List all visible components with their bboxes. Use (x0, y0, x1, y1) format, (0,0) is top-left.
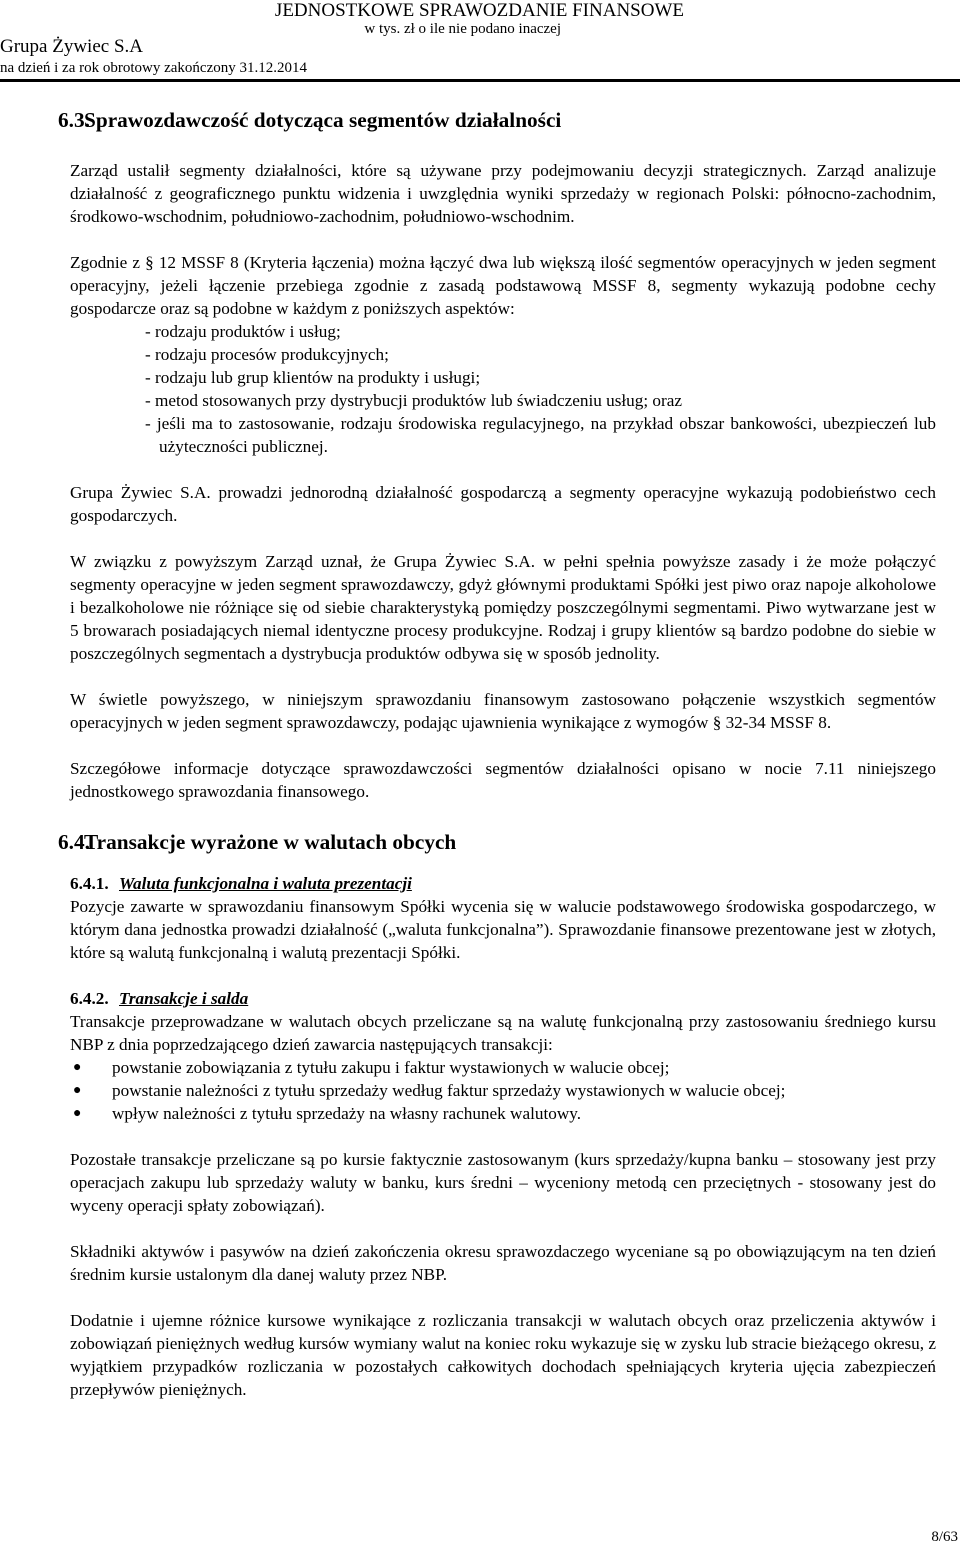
paragraph: Zgodnie z § 12 MSSF 8 (Kryteria łączenia) można łączyć dwa lub większą ilość segmentów operacyjnych w jeden segment operacyjny, jeżeli łączenie przebiega zgodnie z zasadą podstawową MSSF 8, segmenty wykazują podobne cechy gospodarcze oraz są podobne w każdym z poniższych aspektów: (70, 253, 936, 318)
paragraph: Zarząd ustalił segmenty działalności, które są używane przy podejmowaniu decyzji strategicznych. Zarząd analizuje działalność z geograficznego punktu widzenia i uwzględnia wyniki sprzedaży w regionach Polski: północno-zachodnim, środkowo-wschodnim, południowo-zachodnim, południowo-wschodnim. (70, 161, 936, 226)
paragraph: Dodatnie i ujemne różnice kursowe wynikające z rozliczania transakcji w walutach obcych oraz przeliczenia aktywów i zobowiązań pieniężnych według kursów wymiany walut na koniec roku wykazuje się w zysku lub stracie bieżącego okresu, z wyjątkiem przypadków rozliczania w pozostałych całkowitych dochodach spełniających kryteria ujęcia zabezpieczeń przepływów pieniężnych. (70, 1311, 936, 1399)
bullet-icon: ● (73, 1060, 82, 1075)
list-item: ● wpływ należności z tytułu sprzedaży na własny rachunek walutowy. (70, 1102, 936, 1125)
page-number: 8/63 (931, 1529, 958, 1545)
document-body (58, 106, 936, 1401)
list-item: - rodzaju procesów produkcyjnych; (145, 345, 389, 364)
transaction-list (58, 1056, 936, 1125)
paragraph: Pozostałe transakcje przeliczane są po kursie faktycznie zastosowanym (kurs sprzedaży/kupna banku – stosowany jest przy operacjach zakupu lub sprzedaży waluty w banku, kurs średni – wyceniony metodą cen przeciętnych - stosowany jest do wyceny operacji spłaty zobowiązań). (70, 1150, 936, 1215)
section-heading-6-4 (58, 828, 936, 856)
subsection-number: 6.4.2. (70, 989, 109, 1008)
section-title: Transakcje wyrażone w walutach obcych (84, 830, 457, 854)
subsection-6-4-2-body (70, 1010, 936, 1056)
list-item: ● powstanie należności z tytułu sprzedaży według faktur sprzedaży wystawionych w walucie obcej; (70, 1079, 936, 1102)
paragraph: W związku z powyższym Zarząd uznał, że Grupa Żywiec S.A. w pełni spełnia powyższe zasady i że może połączyć segmenty operacyjne w jeden segment sprawozdawczy, gdyż głównymi produktami Spółki jest piwo oraz napoje alkoholowe i bezalkoholowe nie różniące się od siebie charakterystyką pomiędzy poszczególnymi segmentami. Piwo wytwarzane jest w 5 browarach posiadających niemal identyczne procesy produkcyjne. Rodzaj i grupy klientów są bardzo podobne do siebie w poszczególnych segmentach a dystrybucja produktów odbywa się w sposób jednolity. (70, 552, 936, 663)
subsection-number: 6.4.1. (70, 874, 109, 893)
report-title: JEDNOSTKOWE SPRAWOZDANIE FINANSOWE (274, 0, 684, 21)
section-title: Sprawozdawczość dotycząca segmentów działalności (84, 108, 562, 132)
period-note: na dzień i za rok obrotowy zakończony 31.12.2014 (0, 60, 307, 76)
paragraph: Składniki aktywów i pasywów na dzień zakończenia okresu sprawozdaczego wyceniane są po obowiązującym na ten dzień średnim kursie ustalonym dla danej waluty przez NBP. (70, 1242, 936, 1284)
paragraph: W świetle powyższego, w niniejszym sprawozdaniu finansowym zastosowano połączenie wszystkich segmentów operacyjnych w jeden segment sprawozdawczy, podając ujawnienia wynikające z wymogów § 32-34 MSSF 8. (70, 690, 936, 732)
section-number: 6.4. (58, 830, 90, 854)
company-name: Grupa Żywiec S.A (0, 36, 143, 57)
paragraph: Szczegółowe informacje dotyczące sprawozdawczości segmentów działalności opisano w nocie 7.11 niniejszego jednostkowego sprawozdania finansowego. (70, 759, 936, 801)
subsection-heading-6-4-1 (70, 872, 936, 895)
bullet-icon: ● (73, 1083, 82, 1098)
subsection-title: Waluta funkcjonalna i waluta prezentacji (119, 874, 412, 893)
subsection-6-4-1-body (70, 895, 936, 964)
paragraph: Pozycje zawarte w sprawozdaniu finansowym Spółki wycenia się w walucie podstawowego środowiska gospodarczego, w którym dana jednostka prowadzi działalność („waluta funkcjonalna”). Sprawozdanie finansowe prezentowane jest w złotych, które są walutą funkcjonalną i walutą prezentacji Spółki. (70, 897, 936, 962)
list-item: ● powstanie zobowiązania z tytułu zakupu i faktur wystawionych w walucie obcej; (70, 1056, 936, 1079)
header-rule (0, 79, 960, 82)
bullet-icon: ● (73, 1106, 82, 1121)
list-item: - metod stosowanych przy dystrybucji produktów lub świadczeniu usług; oraz (145, 391, 683, 410)
paragraph: Transakcje przeprowadzane w walutach obcych przeliczane są na walutę funkcjonalną przy zastosowaniu średniego kursu NBP z dnia poprzedzającego dzień zawarcia następujących transakcji: (70, 1012, 936, 1054)
subsection-6-4-2-more (70, 1125, 936, 1401)
section-heading-6-3 (58, 106, 936, 134)
section-6-3-body (70, 159, 936, 803)
subsection-title: Transakcje i salda (119, 989, 249, 1008)
aspects-list (70, 320, 936, 458)
list-item: - jeśli ma to zastosowanie, rodzaju środowiska regulacyjnego, na przykład obszar bankowości, ubezpieczeń lub użyteczności publicznej. (145, 414, 936, 456)
section-number: 6.3. (58, 108, 90, 132)
units-note: w tys. zł o ile nie podano inaczej (364, 21, 561, 37)
list-item: - rodzaju produktów i usług; (145, 322, 341, 341)
paragraph: Grupa Żywiec S.A. prowadzi jednorodną działalność gospodarczą a segmenty operacyjne wykazują podobieństwo cech gospodarczych. (70, 483, 936, 525)
subsection-heading-6-4-2 (70, 987, 936, 1010)
list-item: - rodzaju lub grup klientów na produkty i usługi; (145, 368, 481, 387)
